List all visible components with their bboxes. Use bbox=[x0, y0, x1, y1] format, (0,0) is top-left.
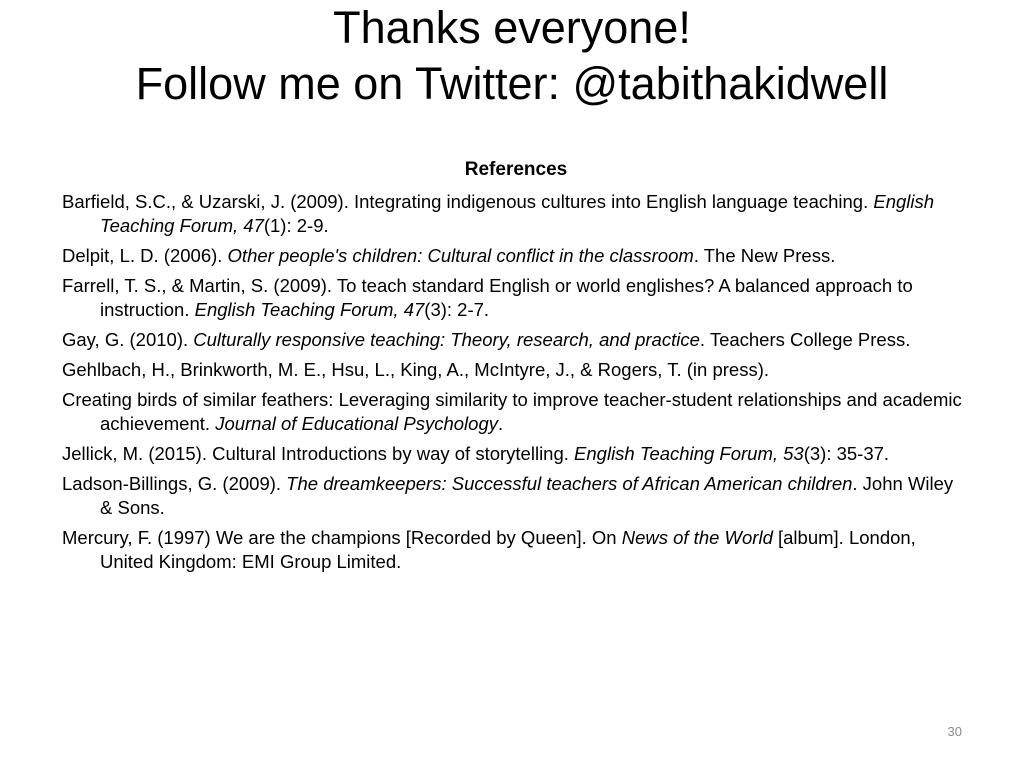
reference-item bbox=[62, 388, 970, 436]
reference-item bbox=[62, 274, 970, 322]
references-list bbox=[62, 190, 970, 574]
reference-text: Jellick, M. (2015). Cultural Introductions by way of storytelling. bbox=[62, 443, 575, 464]
reference-text: (1): 2-9. bbox=[263, 215, 329, 236]
reference-title: The dreamkeepers: Successful teachers of African American children bbox=[286, 473, 853, 494]
reference-text: Ladson-Billings, G. (2009). bbox=[62, 473, 287, 494]
references-heading: References bbox=[464, 159, 568, 180]
reference-item bbox=[62, 328, 970, 352]
title-thanks: Thanks everyone! bbox=[333, 2, 691, 53]
reference-text: . John Wiley & Sons. bbox=[100, 473, 954, 518]
reference-text: (3): 2-7. bbox=[424, 299, 490, 320]
reference-item bbox=[62, 244, 970, 268]
slide-title bbox=[40, 0, 984, 112]
reference-item bbox=[62, 442, 970, 466]
slide-number: 30 bbox=[947, 724, 962, 739]
reference-text: [album]. London, United Kingdom: EMI Group Limited. bbox=[100, 527, 916, 572]
reference-title: Other people's children: Cultural conflict in the classroom bbox=[227, 245, 694, 266]
reference-text: . The New Press. bbox=[693, 245, 836, 266]
reference-text: Barfield, S.C., & Uzarski, J. (2009). Integrating indigenous cultures into English language teaching. bbox=[62, 191, 874, 212]
reference-title: English Teaching Forum, 47 bbox=[194, 299, 425, 320]
reference-title: Culturally responsive teaching: Theory, research, and practice bbox=[193, 329, 700, 350]
reference-item bbox=[62, 190, 970, 238]
reference-text: Gay, G. (2010). bbox=[62, 329, 194, 350]
reference-text: Creating birds of similar feathers: Leveraging similarity to improve teacher-student relationships and academic achievement. bbox=[62, 389, 962, 434]
reference-text: Delpit, L. D. (2006). bbox=[62, 245, 228, 266]
reference-text: (3): 35-37. bbox=[803, 443, 890, 464]
reference-text: . bbox=[498, 413, 504, 434]
reference-text: Farrell, T. S., & Martin, S. (2009). To teach standard English or world englishes? A balanced approach to instruction. bbox=[62, 275, 913, 320]
reference-item bbox=[62, 472, 970, 520]
reference-item bbox=[62, 526, 970, 574]
reference-title: Journal of Educational Psychology bbox=[215, 413, 498, 434]
reference-title: English Teaching Forum, 47 bbox=[100, 191, 935, 236]
reference-title: English Teaching Forum, 53 bbox=[574, 443, 804, 464]
reference-title: News of the World bbox=[621, 527, 773, 548]
references-section bbox=[62, 158, 970, 580]
reference-item bbox=[62, 358, 970, 382]
title-twitter: Follow me on Twitter: @tabithakidwell bbox=[135, 58, 889, 109]
reference-text: Mercury, F. (1997) We are the champions [Recorded by Queen]. On bbox=[62, 527, 622, 548]
reference-text: Gehlbach, H., Brinkworth, M. E., Hsu, L., King, A., McIntyre, J., & Rogers, T. (in press). bbox=[62, 359, 770, 380]
reference-text: . Teachers College Press. bbox=[699, 329, 911, 350]
